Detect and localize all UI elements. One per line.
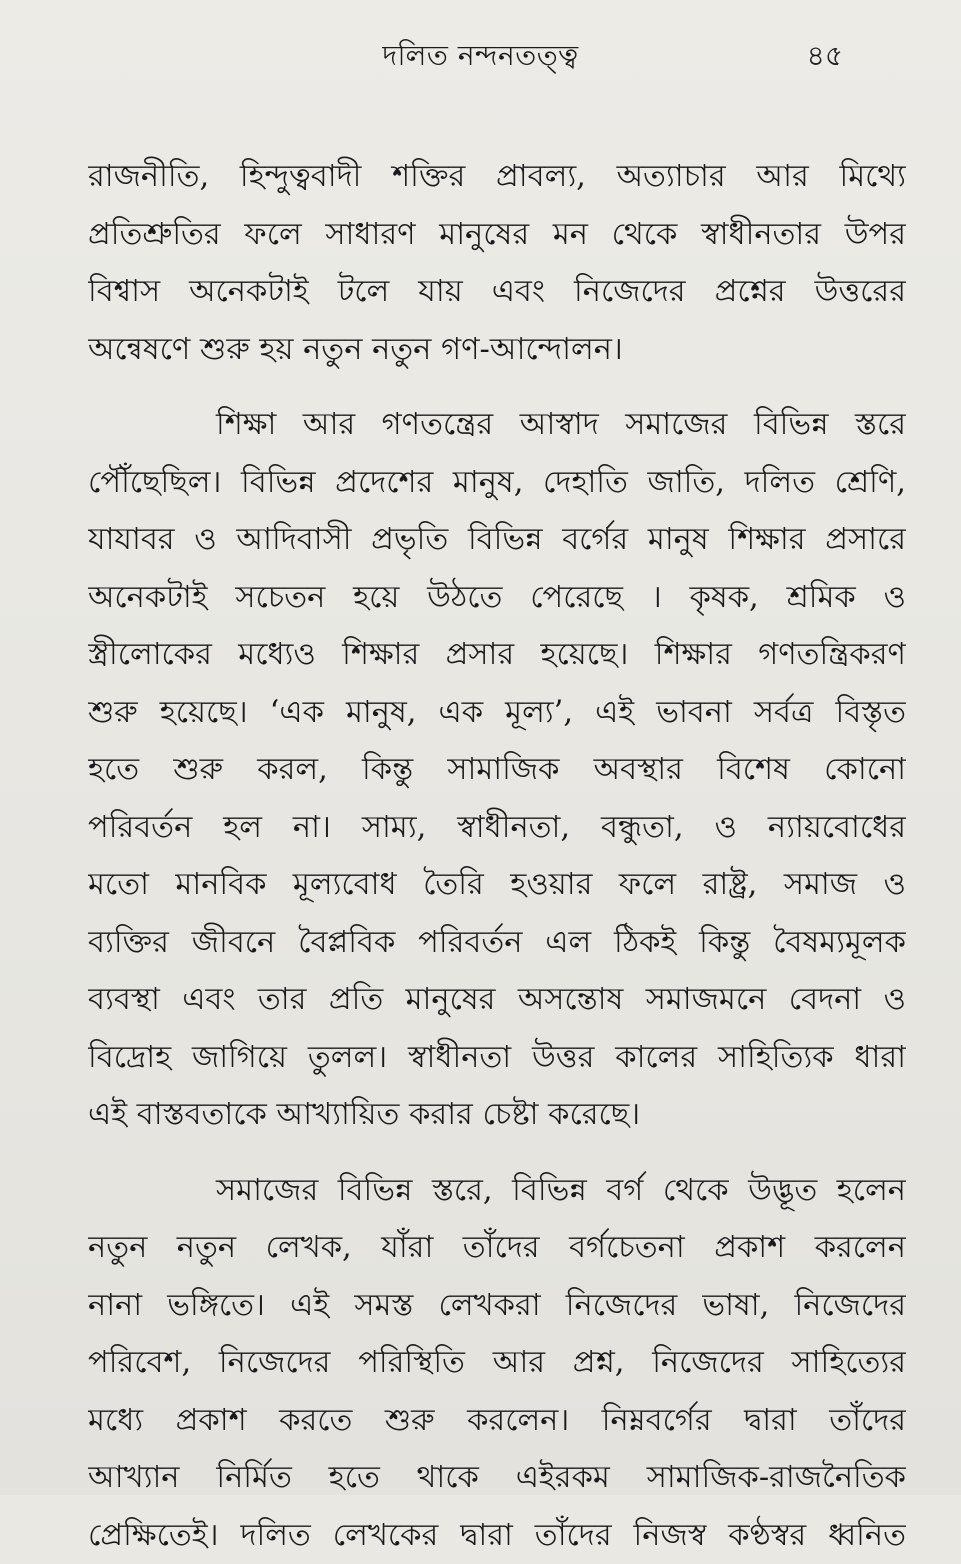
paragraph-gap	[88, 1144, 906, 1162]
text-line: স্ত্রীলোকের মধ্যেও শিক্ষার প্রসার হয়েছে। শিক্ষার গণতন্ত্রিকরণ	[88, 626, 906, 684]
paragraph-1	[88, 148, 906, 378]
text-line: পরিবেশ, নিজেদের পরিস্থিতি আর প্রশ্ন, নিজেদের সাহিত্যের	[88, 1334, 906, 1392]
paragraph-2	[88, 396, 906, 1144]
text-line: নতুন নতুন লেখক, যাঁরা তাঁদের বর্গচেতনা প্রকাশ করলেন	[88, 1219, 906, 1277]
text-line: শিক্ষা আর গণতন্ত্রের আস্বাদ সমাজের বিভিন্ন স্তরে	[88, 396, 906, 454]
text-line: মধ্যে প্রকাশ করতে শুরু করলেন। নিম্নবর্গের দ্বারা তাঁদের	[88, 1392, 906, 1450]
text-line: সমাজের বিভিন্ন স্তরে, বিভিন্ন বর্গ থেকে উদ্ভূত হলেন	[88, 1162, 906, 1220]
text-line: প্রতিশ্রুতির ফলে সাধারণ মানুষের মন থেকে স্বাধীনতার উপর	[88, 206, 906, 264]
text-line: এই বাস্তবতাকে আখ্যায়িত করার চেষ্টা করেছে।	[88, 1086, 906, 1144]
paragraph-3	[88, 1162, 906, 1564]
text-line: প্রেক্ষিতেই। দলিত লেখকের দ্বারা তাঁদের নিজস্ব কণ্ঠস্বর ধ্বনিত	[88, 1507, 906, 1564]
paragraph-gap	[88, 378, 906, 396]
text-line: পরিবর্তন হল না। সাম্য, স্বাধীনতা, বন্ধুতা, ও ন্যায়বোধের	[88, 799, 906, 857]
text-line: বিশ্বাস অনেকটাই টলে যায় এবং নিজেদের প্রশ্নের উত্তরের	[88, 263, 906, 321]
text-line: ব্যক্তির জীবনে বৈপ্লবিক পরিবর্তন এল ঠিকই কিন্তু বৈষম্যমূলক	[88, 914, 906, 972]
page-number: ৪৫	[807, 34, 843, 81]
text-line: অনেকটাই সচেতন হয়ে উঠতে পেরেছে । কৃষক, শ্রমিক ও	[88, 569, 906, 627]
text-line: ব্যবস্থা এবং তার প্রতি মানুষের অসন্তোষ সমাজমনে বেদনা ও	[88, 971, 906, 1029]
text-line: হতে শুরু করল, কিন্তু সামাজিক অবস্থার বিশেষ কোনো	[88, 741, 906, 799]
text-line: অন্বেষণে শুরু হয় নতুন নতুন গণ-আন্দোলন।	[88, 321, 906, 379]
text-line: রাজনীতি, হিন্দুত্ববাদী শক্তির প্রাবল্য, অত্যাচার আর মিথ্যে	[88, 148, 906, 206]
text-line: যাযাবর ও আদিবাসী প্রভৃতি বিভিন্ন বর্গের মানুষ শিক্ষার প্রসারে	[88, 511, 906, 569]
text-line: শুরু হয়েছে। ‘এক মানুষ, এক মূল্য’, এই ভাবনা সর্বত্র বিস্তৃত	[88, 684, 906, 742]
text-line: নানা ভঙ্গিতে। এই সমস্ত লেখকরা নিজেদের ভাষা, নিজেদের	[88, 1277, 906, 1335]
body-text	[88, 148, 906, 1564]
text-line: মতো মানবিক মূল্যবোধ তৈরি হওয়ার ফলে রাষ্ট্র, সমাজ ও	[88, 856, 906, 914]
running-title: দলিত নন্দনতত্ত্ব	[0, 34, 961, 81]
running-header	[0, 28, 961, 72]
text-line: বিদ্রোহ জাগিয়ে তুলল। স্বাধীনতা উত্তর কালের সাহিত্যিক ধারা	[88, 1029, 906, 1087]
text-line: পৌঁছেছিল। বিভিন্ন প্রদেশের মানুষ, দেহাতি জাতি, দলিত শ্রেণি,	[88, 454, 906, 512]
text-line: আখ্যান নির্মিত হতে থাকে এইরকম সামাজিক-রাজনৈতিক	[88, 1449, 906, 1507]
